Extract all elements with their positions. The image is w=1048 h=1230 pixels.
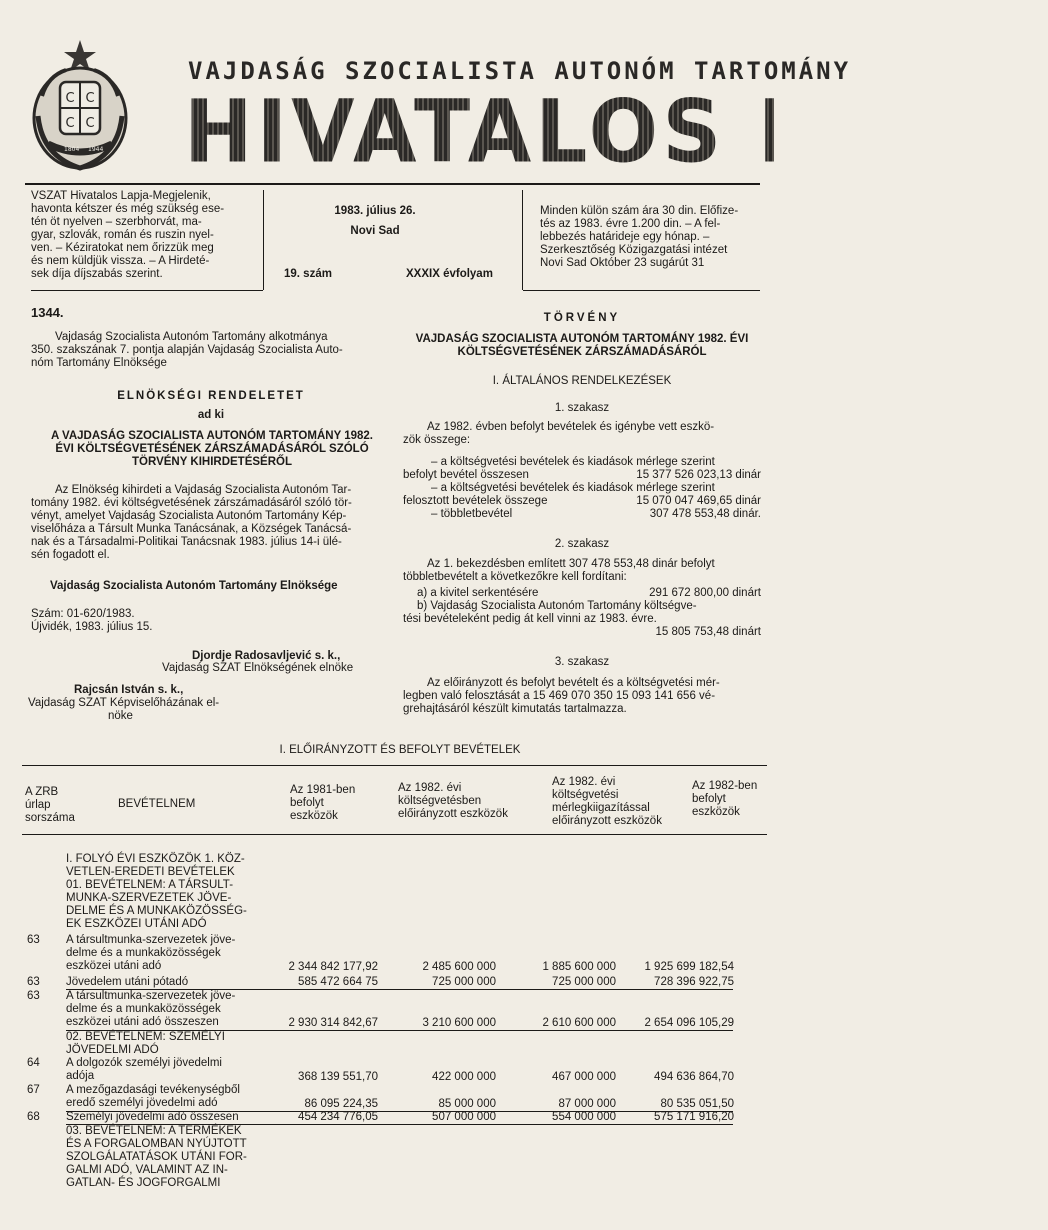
section-3-heading: 3. szakasz — [554, 656, 610, 668]
decree-org: Vajdaság Szocialista Autonóm Tartomány Elnöksége — [50, 580, 338, 592]
section-1-items: – a költségvetési bevételek és kiadások mérlege szerint befolyt bevétel összesen 15 377 526 023,13 dinár – a költségvetési bevételek és kiadások mérlege szerint felosztott bevételek összege 15 070 047 469,65 dinár – többletbevétel 307 478 553,48 dinár. — [403, 456, 761, 520]
decree-law-title: A VAJDASÁG SZOCIALISTA AUTONÓM TARTOMÁNY 1982. ÉVI KÖLTSÉGVETÉSÉNEK ZÁRSZÁMADÁSÁRÓL SZÓLÓ TÖRVÉNY KIHIRDETÉSÉRŐL — [50, 430, 374, 468]
info-left: VSZAT Hivatalos Lapja-Megjelenik, havonta kétszer és még szükség ese- tén öt nyelven – szerbhorvát, ma- gyar, szlovák, román és ruszin nyel- ven. – Kéziratokat nem őrizzük meg és nem küldjük vissza. – A Hirdeté- sek díja díjszabás szerint. — [31, 190, 225, 280]
issue-place: Novi Sad — [350, 225, 400, 237]
section-3-text: Az előirányzott és befolyt bevételt és a költségvetési mér- legben való felosztását a 15 469 070 350 15 093 141 656 vé- grehajtásáról készült kimutatás tartalmazza. — [403, 677, 720, 715]
signer2-name: Rajcsán István s. k., — [74, 684, 184, 696]
decree-ref: Szám: 01-620/1983. — [31, 608, 135, 620]
info-divider-right — [522, 190, 523, 290]
section-2-heading: 2. szakasz — [554, 538, 610, 550]
issue-date: 1983. július 26. — [334, 205, 416, 217]
info-right: Minden külön szám ára 30 din. Előfize- tés az 1983. évre 1.200 din. – A fel- lebbezés határideje egy hónap. – Szerkesztőség Közigazgatási intézet Novi Sad Október 23 sugárút 31 — [540, 205, 739, 269]
info-divider-left — [263, 190, 264, 290]
signer1-name: Djordje Radosavljević s. k., — [192, 650, 341, 662]
svg-text:C: C — [85, 91, 95, 106]
decree-body: Az Elnökség kihirdeti a Vajdaság Szocialista Autonóm Tar- tomány 1982. évi költségvetésének zárszámadásáról szóló tör- vényt, amelyet Vajdaság Szocialista Autonóm Tartomány Kép- viselőháza a Társult Munka Tanácsának, a Községek Tanácsá- nak és a Társadalmi-Politikai Tanácsnak 1983. július 14-i ülé- sén fogadott el. — [31, 484, 352, 561]
section-2-text: Az 1. bekezdésben említett 307 478 553,48 dinár befolyt többletbevételt a következőkre kell fordítani: a) a kivitel serkentésére 291 672 800,00 dinárt b) Vajdaság Szocialista Autonóm Tartomány költségve- tési bevételeként pedig át kell vinni az 1983. évre. 15 805 753,48 dinárt — [403, 558, 761, 638]
masthead-subtitle: VAJDASÁG SZOCIALISTA AUTONÓM TARTOMÁNY — [188, 57, 852, 85]
decree-intro: Vajdaság Szocialista Autonóm Tartomány alkotmánya 350. szakszának 7. pontja alapján Vajdaság Szocialista Auto- nóm Tartomány Elnöksége — [31, 331, 343, 369]
svg-text:C: C — [85, 116, 95, 131]
signer1-title: Vajdaság SZAT Elnökségének elnöke — [162, 662, 354, 674]
info-bottom-rule-right — [523, 290, 760, 291]
issue-number: 19. szám — [284, 268, 332, 280]
masthead-rule — [25, 183, 760, 185]
header-1981: Az 1981-ben befolyt eszközök — [290, 784, 356, 822]
decree-place-date: Újvidék, 1983. július 15. — [31, 621, 153, 633]
coat-of-arms-emblem — [28, 36, 132, 174]
decree-subtitle: ad ki — [197, 409, 225, 421]
decree-title: ELNÖKSÉGI RENDELETET — [117, 390, 305, 402]
header-zrb: A ZRB úrlap sorszáma — [25, 786, 75, 824]
issue-volume: XXXIX évfolyam — [406, 268, 493, 280]
signer2-title: Vajdaság SZAT Képviselőházának el- nöke — [28, 697, 220, 722]
table-title: I. ELŐIRÁNYZOTT ÉS BEFOLYT BEVÉTELEK — [279, 744, 521, 756]
section-1-heading: 1. szakasz — [554, 402, 610, 414]
svg-text:C: C — [65, 91, 75, 106]
info-bottom-rule-left — [31, 290, 263, 291]
header-1982-budget: Az 1982. évi költségvetésben előirányzott eszközök — [398, 782, 508, 820]
table-header-rule — [22, 834, 767, 835]
header-1982-adjusted: Az 1982. évi költségvetési mérlegkiigazítással előirányzott eszközök — [552, 776, 662, 827]
svg-text:1944: 1944 — [88, 146, 104, 153]
header-revenue-type: BEVÉTELNEM — [118, 798, 196, 810]
svg-text:C: C — [65, 116, 75, 131]
header-1982-collected: Az 1982-ben befolyt eszközök — [692, 780, 758, 818]
section-1-text: Az 1982. évben befolyt bevételek és igénybe vett eszkö- zök összege: — [403, 421, 715, 446]
svg-text:1804: 1804 — [64, 146, 80, 153]
masthead-title: HIVATALOS LAPJA — [184, 82, 1048, 183]
decree-number: 1344. — [31, 305, 64, 320]
section-general: I. ÁLTALÁNOS RENDELKEZÉSEK — [492, 375, 672, 387]
table-top-rule — [22, 765, 767, 766]
law-heading: TÖRVÉNY — [543, 312, 621, 324]
law-title: VAJDASÁG SZOCIALISTA AUTONÓM TARTOMÁNY 1982. ÉVI KÖLTSÉGVETÉSÉNEK ZÁRSZÁMADÁSÁRÓL — [415, 333, 749, 358]
